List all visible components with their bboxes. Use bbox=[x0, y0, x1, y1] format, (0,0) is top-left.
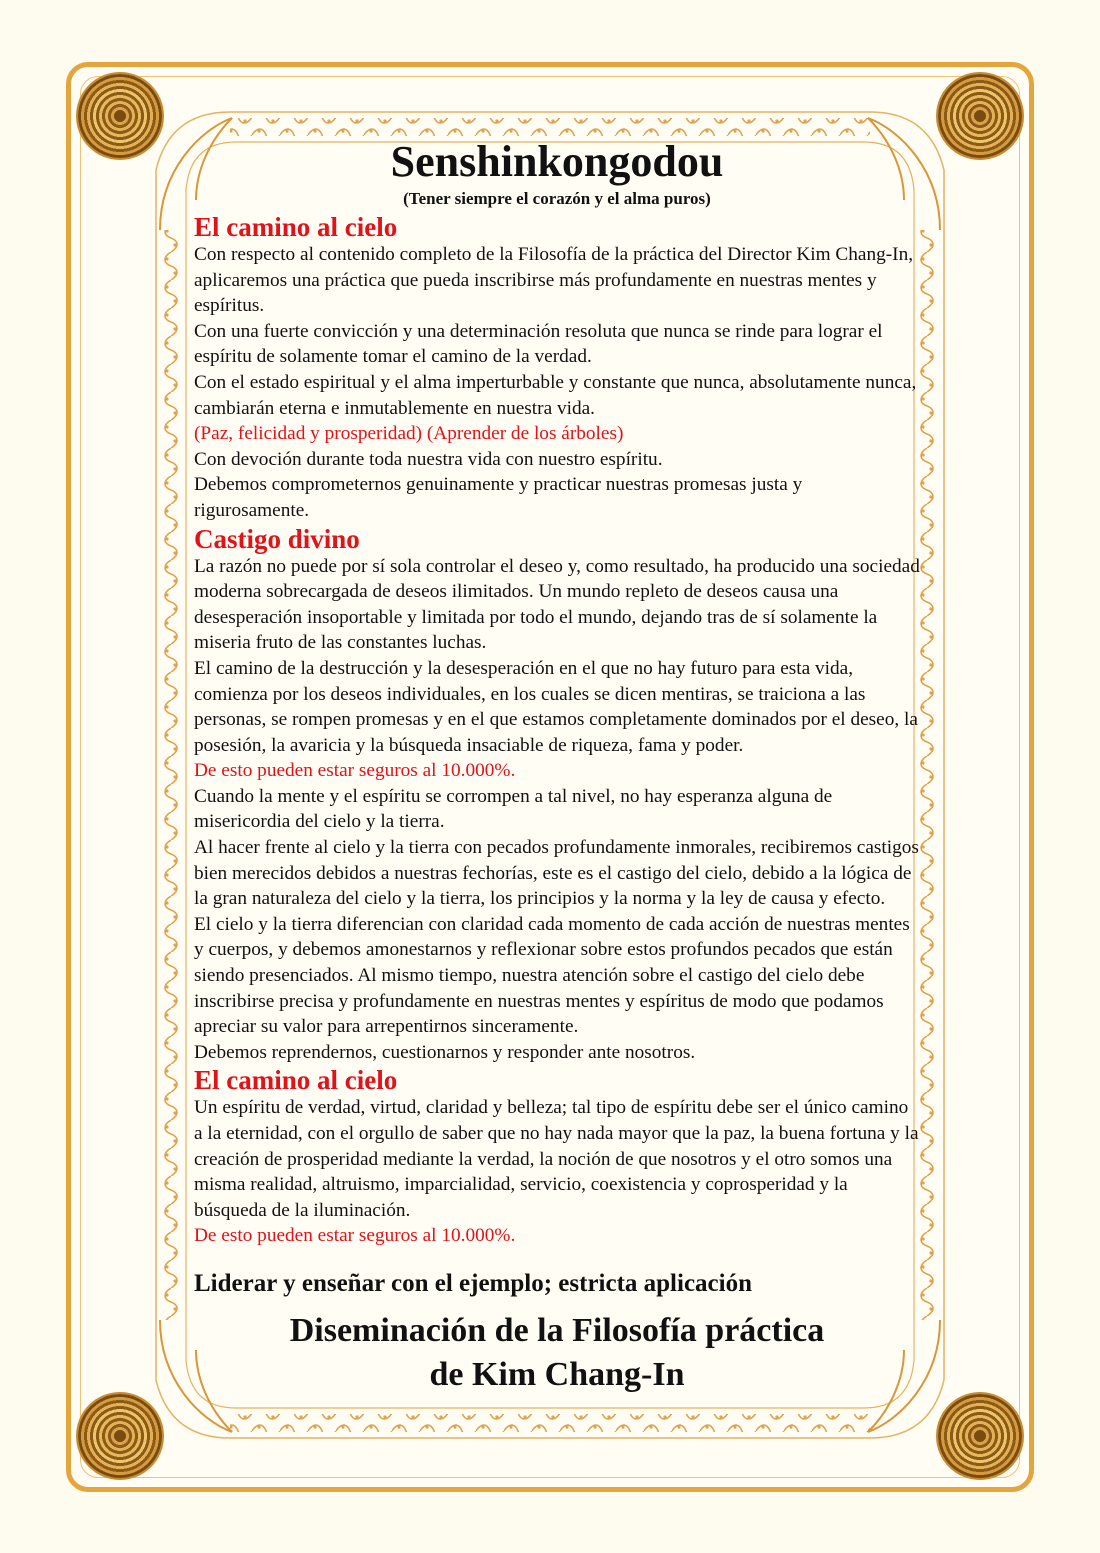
highlight-paragraph: (Paz, felicidad y prosperidad) (Aprender de los árboles) bbox=[194, 423, 624, 445]
section-heading: El camino al cielo bbox=[194, 1065, 398, 1096]
highlight-paragraph: De esto pueden estar seguros al 10.000%. bbox=[194, 1225, 516, 1247]
body-paragraph: Con respecto al contenido completo de la Filosofía de la práctica del Director Kim Chang-In, aplicaremos una práctica que pueda inscribirse más profundamente en nuestras mentes y espíritus. bbox=[194, 244, 914, 317]
body-paragraph: Con el estado espiritual y el alma imperturbable y constante que nunca, absolutamente nunca, cambiarán eterna e inmutablemente en nuestra vida. bbox=[194, 371, 917, 419]
section bbox=[194, 1065, 920, 1249]
gold-medallion-icon bbox=[938, 1394, 1022, 1478]
document-content bbox=[194, 136, 920, 1397]
section bbox=[194, 212, 920, 524]
section-heading: Castigo divino bbox=[194, 523, 360, 554]
body-paragraph: Con devoción durante toda nuestra vida con nuestro espíritu. bbox=[194, 448, 663, 470]
body-paragraph: El camino de la destrucción y la desesperación en el que no hay futuro para esta vida, comienza por los deseos individuales, en los cuales se dicen mentiras, se traiciona a las personas, se rompen promesas y en el que estamos completamente dominados por el deseo, la posesión, la avaricia y la búsqueda insaciable de riqueza, fama y poder. bbox=[194, 657, 918, 756]
body-paragraph: El cielo y la tierra diferencian con claridad cada momento de cada acción de nuestras mentes y cuerpos, y debemos amonestarnos y reflexionar sobre estos profundos pecados que están siendo presenciados. Al mismo tiempo, nuestra atención sobre el castigo del cielo debe inscribirse precisa y profundamente en nuestras mentes y espíritus de modo que podamos apreciar su valor para arrepentirnos sinceramente. bbox=[194, 913, 910, 1038]
body-paragraph: Con una fuerte convicción y una determinación resoluta que nunca se rinde para lograr el espíritu de solamente tomar el camino de la verdad. bbox=[194, 320, 883, 368]
gold-medallion-icon bbox=[78, 1394, 162, 1478]
closing-line-2: de Kim Chang-In bbox=[429, 1355, 685, 1393]
page-title: Senshinkongodou bbox=[390, 137, 724, 186]
section bbox=[194, 524, 920, 1066]
closing-line-1: Diseminación de la Filosofía práctica bbox=[289, 1311, 825, 1349]
highlight-paragraph: De esto pueden estar seguros al 10.000%. bbox=[194, 760, 516, 782]
body-paragraph: Un espíritu de verdad, virtud, claridad y belleza; tal tipo de espíritu debe ser el único camino a la eternidad, con el orgullo de saber que no hay nada mayor que la paz, la buena fortuna y la creación de prosperidad mediante la verdad, la noción de que nosotros y el otro somos una misma realidad, altruismo, imparcialidad, servicio, coexistencia y coprosperidad y la búsqueda de la iluminación. bbox=[194, 1097, 919, 1221]
section-heading: El camino al cielo bbox=[194, 212, 398, 242]
motto-line: Liderar y enseñar con el ejemplo; estricta aplicación bbox=[194, 1269, 752, 1297]
gold-medallion-icon bbox=[78, 74, 162, 158]
body-paragraph: Cuando la mente y el espíritu se corrompen a tal nivel, no hay esperanza alguna de misericordia del cielo y la tierra. bbox=[194, 785, 833, 833]
closing-title bbox=[194, 1309, 920, 1397]
gold-medallion-icon bbox=[938, 74, 1022, 158]
body-paragraph: Debemos reprendernos, cuestionarnos y responder ante nosotros. bbox=[194, 1041, 696, 1063]
sections-container bbox=[194, 212, 920, 1249]
body-paragraph: La razón no puede por sí sola controlar el deseo y, como resultado, ha producido una sociedad moderna sobrecargada de deseos ilimitados. Un mundo repleto de deseos causa una desesperación insoportable y limitada por todo el mundo, dejando tras de sí solamente la miseria fruto de las constantes luchas. bbox=[194, 555, 920, 654]
page-subtitle: (Tener siempre el corazón y el alma puros) bbox=[403, 189, 711, 208]
body-paragraph: Debemos comprometernos genuinamente y practicar nuestras promesas justa y rigurosamente. bbox=[194, 474, 803, 521]
body-paragraph: Al hacer frente al cielo y la tierra con pecados profundamente inmorales, recibiremos castigos bien merecidos debidos a nuestras fechorías, este es el castigo del cielo, debido a la lógica de la gran naturaleza del cielo y la tierra, los principios y la norma y la ley de causa y efecto. bbox=[194, 837, 919, 910]
